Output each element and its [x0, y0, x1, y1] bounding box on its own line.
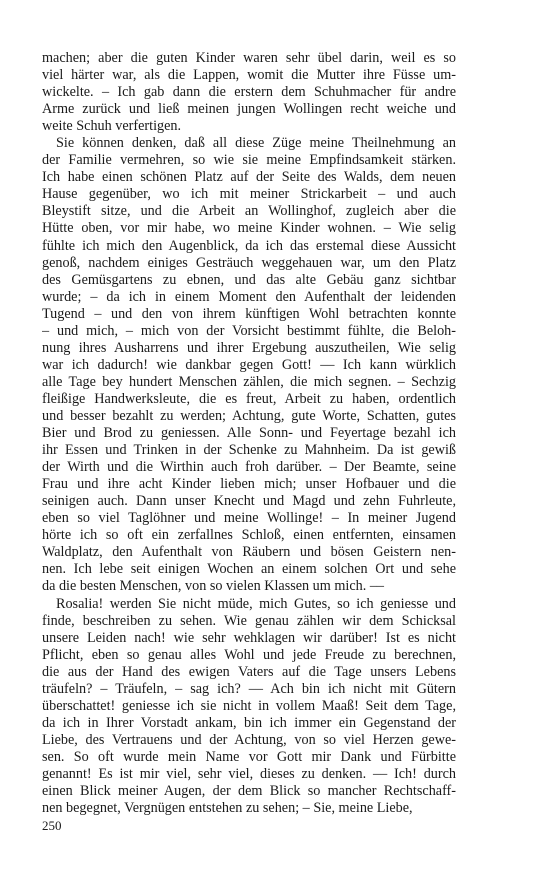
text-line: hörte ich so oft ein zerfallnes Schloß, einen entfernten, einsamen: [42, 527, 456, 544]
text-line: Tugend – und den von ihrem künftigen Wohl betrachten konnte: [42, 305, 456, 322]
text-line: Hause gegenüber, wo ich mit meiner Strickarbeit – und auch: [42, 186, 456, 203]
text-line: eben so viel Taglöhner und meine Wollinge! – In meiner Jugend: [42, 510, 456, 527]
text-line: der Familie vermehren, so wie sie meine Empfindsamkeit stärken.: [42, 152, 456, 169]
text-line: Rosalia! werden Sie nicht müde, mich Gutes, so ich geniesse und: [56, 595, 456, 612]
text-line: Ich habe einen schönen Platz auf der Seite des Walds, dem neuen: [42, 169, 456, 186]
text-line: Arme zurück und ließ meinen jungen Wollingen recht weiche und: [42, 101, 456, 118]
paragraph: [42, 50, 456, 135]
text-line: fühlte ich mich den Augenblick, da ich das erstemal diese Aussicht: [42, 237, 456, 254]
text-line: träufeln? – Träufeln, – sag ich? –– Ach bin ich nicht mit Gütern: [42, 680, 456, 697]
text-line: weite Schuh verfertigen.: [42, 118, 182, 135]
text-line: Frau und ihre acht Kinder lieben mich; unser Hofbauer und die: [42, 476, 456, 493]
page-number: 250: [42, 818, 62, 833]
text-line: Bleystift sitze, und die Arbeit an Wollinghof, zugleich aber die: [42, 203, 456, 220]
text-line: nung ihres Ausharrens und ihrer Ergebung auszutheilen, Wie selig: [42, 339, 456, 356]
text-line: Hütte oben, vor mir habe, wo meine Kinder wohnen. – Wie selig: [42, 220, 456, 237]
text-line: da die besten Menschen, von so vielen Klassen um mich. ––: [42, 578, 385, 595]
text-line: überschattet! geniesse ich sie nicht in vollem Maaß! Seit dem Tage,: [42, 697, 456, 714]
text-line: fleißige Handwerksleute, die es freut, Arbeit zu haben, ordentlich: [42, 390, 456, 407]
text-line: des Gemüsgartens zu ebnen, und das alte Gebäu ganz sichtbar: [42, 271, 456, 288]
text-line: nen. Ich lebe seit einigen Wochen an einem solchen Ort und sehe: [42, 561, 456, 578]
text-line: Sie können denken, daß all diese Züge meine Theilnehmung an: [56, 135, 456, 152]
text-line: einen Blick meiner Augen, der dem Blick so mancher Rechtschaff-: [42, 783, 456, 800]
paragraph: [42, 135, 456, 595]
text-line: wickelte. – Ich gab dann die erstern dem Schuhmacher für andre: [42, 84, 456, 101]
text-line: – und mich, – mich von der Vorsicht bestimmt fühlte, die Beloh-: [42, 322, 456, 339]
text-line: war ich dadurch! wie dankbar gegen Gott! –– Ich kann würklich: [42, 356, 456, 373]
text-line: genannt! Es ist mir viel, sehr viel, dieses zu denken. –– Ich! durch: [42, 765, 456, 782]
paragraph: [42, 596, 456, 818]
text-line: seinigen auch. Dann unser Knecht und Magd und zehn Fuhrleute,: [42, 493, 456, 510]
body-text: [42, 50, 456, 817]
text-line: nen begegnet, Vergnügen entstehen zu sehen; – Sie, meine Liebe,: [42, 800, 413, 817]
text-line: unsere Leiden nach! wie sehr wehklagen wir darüber! Ist es nicht: [42, 629, 456, 646]
text-line: Waldplatz, den Aufenthalt von Räubern und bösen Geistern nen-: [42, 544, 456, 561]
text-line: genoß, nachdem einiges Gesträuch weggehauen war, um den Platz: [42, 254, 456, 271]
text-line: der Wirth und die Wirthin auch froh darüber. – Der Beamte, seine: [42, 459, 456, 476]
text-line: viel härter war, als die Lappen, womit die Mutter ihre Füsse um-: [42, 67, 456, 84]
text-line: sen. So oft wurde mein Name vor Gott mir Dank und Fürbitte: [42, 748, 456, 765]
text-line: da ich in Ihrer Vorstadt ankam, bin ich immer ein Gegenstand der: [42, 714, 456, 731]
text-line: alle Tage bey hundert Menschen zählen, die mich segnen. – Sechzig: [42, 373, 456, 390]
text-line: finde, beschreiben zu sehen. Wie genau zählen wir dem Schicksal: [42, 612, 456, 629]
text-line: die aus der Hand des ewigen Vaters auf die Tage unsers Lebens: [42, 663, 456, 680]
text-line: wurde; – da ich in einem Moment den Aufenthalt der leidenden: [42, 288, 456, 305]
text-line: und besser bezahlt zu werden; Achtung, gute Worte, Schatten, gutes: [42, 407, 456, 424]
text-line: Liebe, des Vertrauens und der Achtung, von so viel Herzen gewe-: [42, 731, 456, 748]
text-line: Pflicht, eben so genau alles Wohl und jede Freude zu berechnen,: [42, 646, 456, 663]
text-line: Bier und Brod zu geniessen. Alle Sonn- und Feyertage bezahl ich: [42, 425, 456, 442]
text-line: machen; aber die guten Kinder waren sehr übel darin, weil es so: [42, 50, 456, 66]
text-line: ihr Essen und Trinken in der Schenke zu Mahnheim. Da ist gewiß: [42, 442, 456, 459]
